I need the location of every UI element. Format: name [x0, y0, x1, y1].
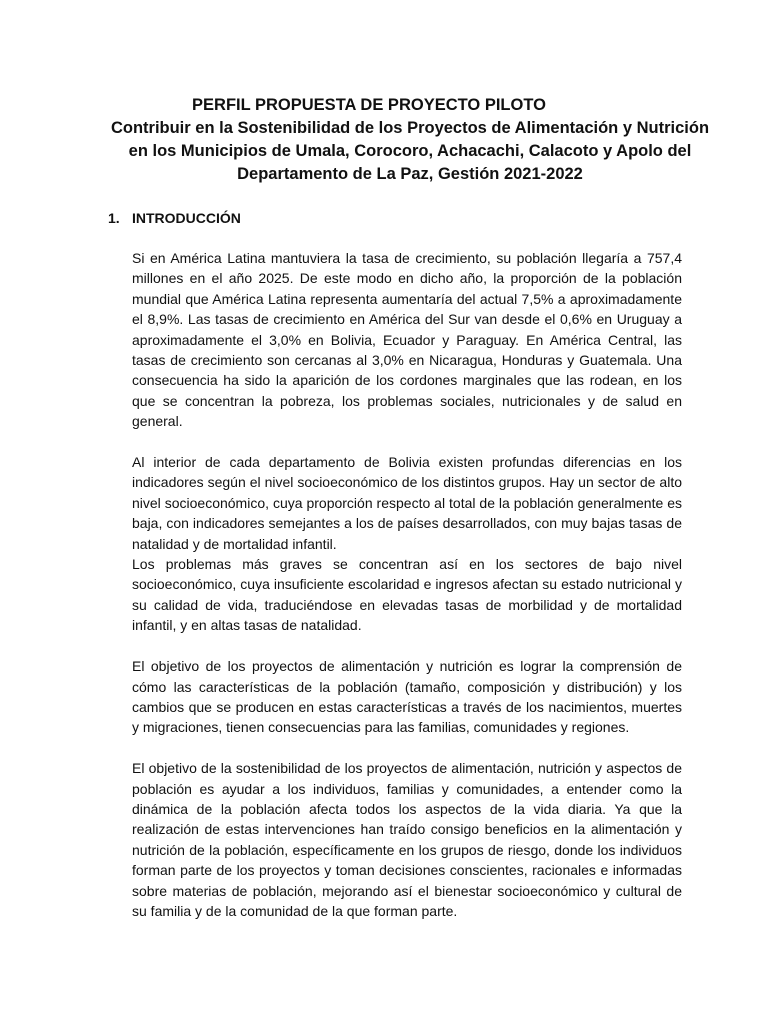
- document-body: [132, 248, 682, 921]
- paragraph: El objetivo de la sostenibilidad de los proyectos de alimentación, nutrición y aspectos de población es ayudar a los individuos, familias y comunidades, a entender como la dinámica de la población afecta todos los aspectos de la vida diaria. Ya que la realización de estas intervenciones han traído consigo beneficios en la alimentación y nutrición de la población, específicamente en los grupos de riesgo, donde los individuos forman parte de los proyectos y toman decisiones conscientes, racionales e informadas sobre materias de población, mejorando así el bienestar socioeconómico y cultural de su familia y de la comunidad de la que forman parte.: [132, 760, 682, 919]
- document-title: PERFIL PROPUESTA DE PROYECTO PILOTO: [192, 96, 546, 114]
- section-heading: [108, 208, 241, 228]
- document-subtitle: Contribuir en la Sostenibilidad de los Proyectos de Alimentación y Nutrición en los Municipios de Umala, Corocoro, Achacachi, Calacoto y Apolo del Departamento de La Paz, Gestión 2021-2022: [110, 119, 710, 183]
- paragraph: Los problemas más graves se concentran así en los sectores de bajo nivel socioeconómico, cuya insuficiente escolaridad e ingresos afectan su estado nutricional y su calidad de vida, traduciéndose en elevadas tasas de morbilidad y de mortalidad infantil, y en altas tasas de natalidad.: [132, 556, 682, 634]
- section-number: 1.: [108, 210, 120, 226]
- paragraph: Al interior de cada departamento de Bolivia existen profundas diferencias en los indicadores según el nivel socioeconómico de los distintos grupos. Hay un sector de alto nivel socioeconómico, cuya proporción respecto al total de la población generalmente es baja, con indicadores semejantes a los de países desarrollados, con muy bajas tasas de natalidad y de mortalidad infantil.: [132, 454, 682, 552]
- paragraph: El objetivo de los proyectos de alimentación y nutrición es lograr la comprensión de cómo las características de la población (tamaño, composición y distribución) y los cambios que se producen en estas características a través de los nacimientos, muertes y migraciones, tienen consecuencias para las familias, comunidades y regiones.: [132, 658, 682, 736]
- section-title: INTRODUCCIÓN: [132, 210, 241, 226]
- document-title-block: [100, 94, 720, 186]
- paragraph: Si en América Latina mantuviera la tasa de crecimiento, su población llegaría a 757,4 millones en el año 2025. De este modo en dicho año, la proporción de la población mundial que América Latina representa aumentaría del actual 7,5% a aproximadamente el 8,9%. Las tasas de crecimiento en América del Sur van desde el 0,6% en Uruguay a aproximadamente el 3,0% en Bolivia, Ecuador y Paraguay. En América Central, las tasas de crecimiento son cercanas al 3,0% en Nicaragua, Honduras y Guatemala. Una consecuencia ha sido la aparición de los cordones marginales que las rodean, en los que se concentran la pobreza, los problemas sociales, nutricionales y de salud en general.: [132, 250, 682, 430]
